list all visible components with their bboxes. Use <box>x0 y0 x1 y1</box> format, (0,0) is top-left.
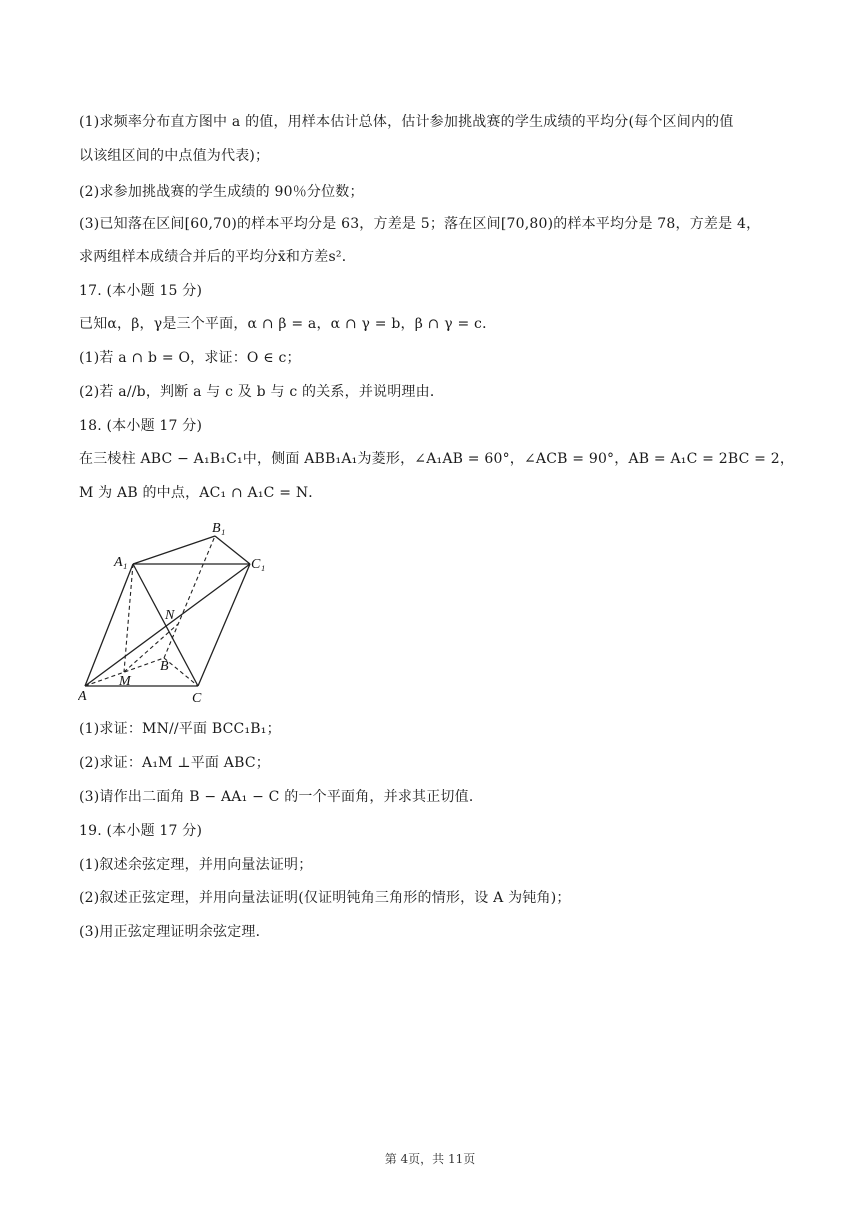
edge-CC1 <box>198 564 250 686</box>
hidden-segment-MN <box>124 624 178 672</box>
prism-diagram <box>78 518 278 708</box>
label-N: N <box>165 608 175 623</box>
q16-part3-line1: (3)已知落在区间[60,70)的样本平均分是 63，方差是 5；落在区间[70,80)的样本平均分是 78，方差是 4， <box>79 216 761 232</box>
label-C1: C₁ <box>251 557 266 572</box>
q16-part1-line1: (1)求频率分布直方图中 a 的值，用样本估计总体，估计参加挑战赛的学生成绩的平均分(每个区间内的值 <box>79 114 734 130</box>
q17-part2: (2)若 a//b，判断 a 与 c 及 b 与 c 的关系，并说明理由． <box>79 384 445 400</box>
q17-stem: 已知α，β，γ是三个平面，α ∩ β = a，α ∩ γ = b，β ∩ γ = c． <box>79 316 497 332</box>
hidden-edge-BB1 <box>164 536 215 658</box>
label-M: M <box>119 674 131 689</box>
label-B1: B₁ <box>212 521 226 536</box>
label-A1: A₁ <box>114 555 128 570</box>
edge-A1B1 <box>133 536 215 564</box>
q18-stem-line2: M 为 AB 的中点，AC₁ ∩ A₁C = N． <box>79 485 323 501</box>
hidden-segment-A1M <box>124 564 133 672</box>
q16-part2: (2)求参加挑战赛的学生成绩的 90％分位数； <box>79 184 364 200</box>
edge-B1C1 <box>215 536 250 564</box>
q18-stem-line1: 在三棱柱 ABC − A₁B₁C₁中，侧面 ABB₁A₁为菱形，∠A₁AB = 60°，∠ACB = 90°，AB = A₁C = 2BC = 2， <box>79 451 795 467</box>
q19-part3: (3)用正弦定理证明余弦定理． <box>79 924 270 940</box>
q17-heading: 17. (本小题 15 分) <box>79 283 203 299</box>
page-footer: 第 4页，共 11页 <box>384 1152 476 1166</box>
label-C: C <box>192 691 202 706</box>
hidden-edge-BC <box>164 658 198 686</box>
prism-figure <box>78 518 278 708</box>
q18-part3: (3)请作出二面角 B − AA₁ − C 的一个平面角，并求其正切值． <box>79 789 484 805</box>
q16-part3-line2: 求两组样本成绩合并后的平均分x̄和方差s²． <box>79 249 356 265</box>
q16-part1-line2: 以该组区间的中点值为代表)； <box>79 148 270 164</box>
q19-part1: (1)叙述余弦定理，并用向量法证明； <box>79 857 313 873</box>
label-B: B <box>160 659 169 674</box>
q18-heading: 18. (本小题 17 分) <box>79 418 203 434</box>
q18-part2: (2)求证：A₁M ⊥平面 ABC； <box>79 755 270 771</box>
label-A: A <box>78 689 87 704</box>
q18-part1: (1)求证：MN//平面 BCC₁B₁； <box>79 721 281 737</box>
q17-part1: (1)若 a ∩ b = O，求证：O ∈ c； <box>79 350 301 366</box>
q19-part2: (2)叙述正弦定理，并用向量法证明(仅证明钝角三角形的情形，设 A 为钝角)； <box>79 890 571 906</box>
q19-heading: 19. (本小题 17 分) <box>79 823 203 839</box>
